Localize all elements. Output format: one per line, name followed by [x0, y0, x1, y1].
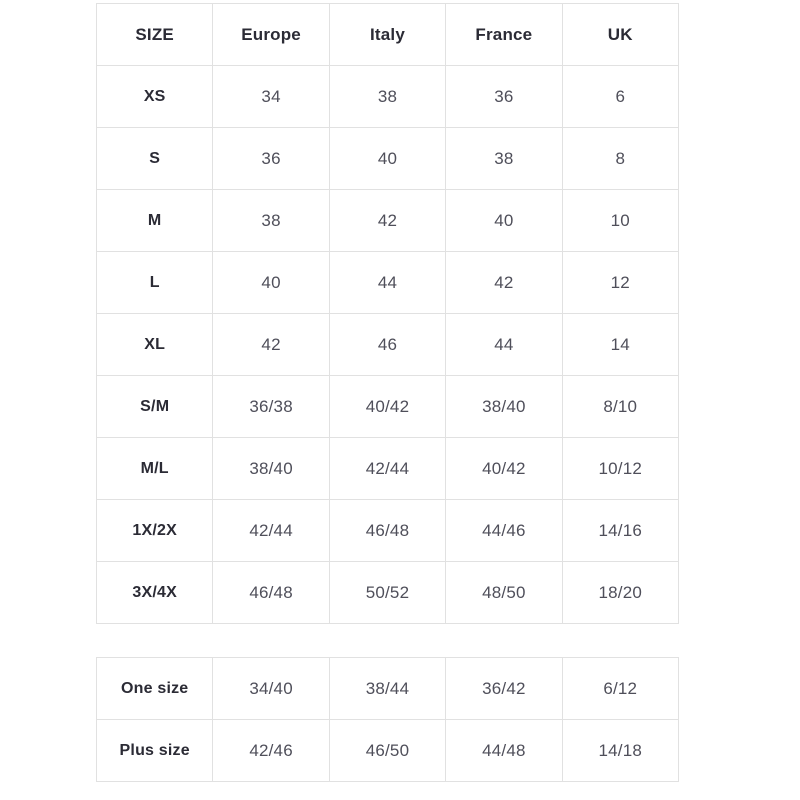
size-value-cell: 36 — [446, 66, 562, 128]
size-label-cell: One size — [97, 658, 213, 720]
size-label-cell: S — [97, 128, 213, 190]
table-row — [97, 314, 679, 376]
size-label-cell: 3X/4X — [97, 562, 213, 624]
special-sizes-table-body — [97, 658, 679, 782]
size-value-cell: 42 — [329, 190, 445, 252]
size-value-cell: 6 — [562, 66, 678, 128]
size-value-cell: 14/16 — [562, 500, 678, 562]
size-value-cell: 6/12 — [562, 658, 678, 720]
size-value-cell: 38/40 — [213, 438, 329, 500]
size-value-cell: 40 — [446, 190, 562, 252]
size-value-cell: 42 — [213, 314, 329, 376]
size-value-cell: 36 — [213, 128, 329, 190]
size-label-cell: L — [97, 252, 213, 314]
size-value-cell: 38/40 — [446, 376, 562, 438]
table-row — [97, 500, 679, 562]
size-value-cell: 36/42 — [446, 658, 562, 720]
size-value-cell: 34 — [213, 66, 329, 128]
size-value-cell: 44 — [329, 252, 445, 314]
size-table-header-row — [97, 4, 679, 66]
header-cell-europe: Europe — [213, 4, 329, 66]
size-value-cell: 40 — [329, 128, 445, 190]
size-value-cell: 38/44 — [329, 658, 445, 720]
size-label-cell: Plus size — [97, 720, 213, 782]
table-row — [97, 658, 679, 720]
size-value-cell: 38 — [213, 190, 329, 252]
size-value-cell: 38 — [446, 128, 562, 190]
size-value-cell: 46 — [329, 314, 445, 376]
header-cell-france: France — [446, 4, 562, 66]
size-label-cell: M/L — [97, 438, 213, 500]
size-value-cell: 50/52 — [329, 562, 445, 624]
size-value-cell: 10/12 — [562, 438, 678, 500]
table-row — [97, 562, 679, 624]
size-value-cell: 46/48 — [213, 562, 329, 624]
size-value-cell: 8 — [562, 128, 678, 190]
table-row — [97, 438, 679, 500]
size-value-cell: 40 — [213, 252, 329, 314]
table-row — [97, 376, 679, 438]
header-cell-italy: Italy — [329, 4, 445, 66]
table-row — [97, 252, 679, 314]
size-value-cell: 42/44 — [213, 500, 329, 562]
header-cell-size: SIZE — [97, 4, 213, 66]
table-row — [97, 128, 679, 190]
size-label-cell: S/M — [97, 376, 213, 438]
size-value-cell: 14/18 — [562, 720, 678, 782]
size-value-cell: 46/48 — [329, 500, 445, 562]
size-value-cell: 40/42 — [329, 376, 445, 438]
size-conversion-table-head — [97, 4, 679, 66]
size-value-cell: 42 — [446, 252, 562, 314]
size-value-cell: 48/50 — [446, 562, 562, 624]
special-sizes-table — [96, 657, 679, 782]
size-conversion-table — [96, 3, 679, 624]
size-value-cell: 42/44 — [329, 438, 445, 500]
size-value-cell: 10 — [562, 190, 678, 252]
size-value-cell: 8/10 — [562, 376, 678, 438]
size-label-cell: XS — [97, 66, 213, 128]
size-guide — [96, 3, 679, 782]
tables-gap — [96, 624, 679, 657]
table-row — [97, 190, 679, 252]
size-value-cell: 44/46 — [446, 500, 562, 562]
size-label-cell: XL — [97, 314, 213, 376]
size-value-cell: 44 — [446, 314, 562, 376]
table-row — [97, 66, 679, 128]
size-value-cell: 40/42 — [446, 438, 562, 500]
size-value-cell: 34/40 — [213, 658, 329, 720]
table-row — [97, 720, 679, 782]
size-value-cell: 42/46 — [213, 720, 329, 782]
size-value-cell: 36/38 — [213, 376, 329, 438]
size-value-cell: 14 — [562, 314, 678, 376]
size-value-cell: 44/48 — [446, 720, 562, 782]
size-value-cell: 12 — [562, 252, 678, 314]
size-value-cell: 46/50 — [329, 720, 445, 782]
size-label-cell: M — [97, 190, 213, 252]
size-table-body — [97, 66, 679, 624]
size-label-cell: 1X/2X — [97, 500, 213, 562]
header-cell-uk: UK — [562, 4, 678, 66]
size-value-cell: 18/20 — [562, 562, 678, 624]
size-value-cell: 38 — [329, 66, 445, 128]
